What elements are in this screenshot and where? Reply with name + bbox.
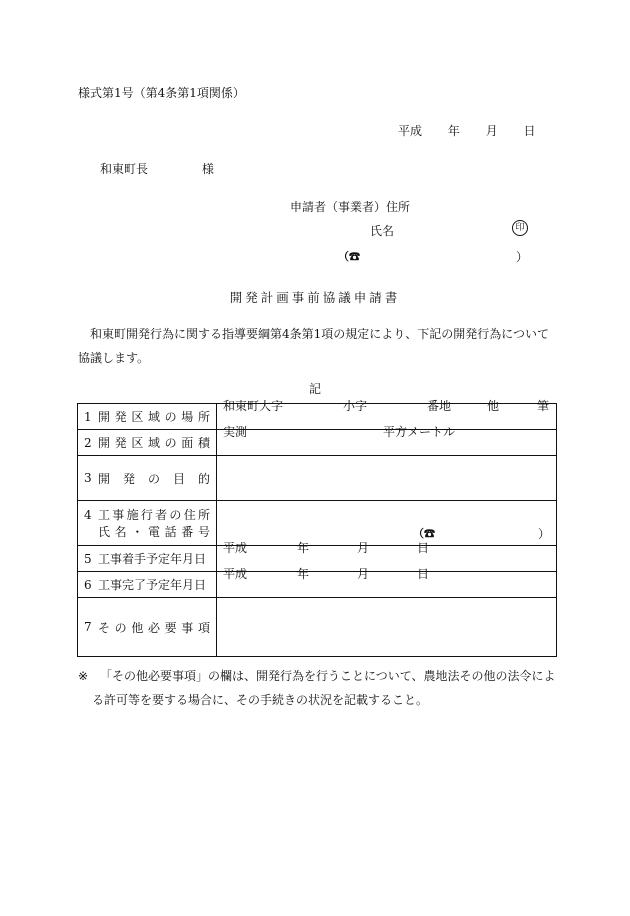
telephone-icon: （☎ (413, 527, 435, 540)
location-field[interactable]: 和東町大字 小字 番地 他 筆 (217, 404, 557, 430)
row-label: 5 工事着手予定年月日 (78, 546, 217, 572)
contractor-field[interactable]: （☎ ） (217, 501, 557, 546)
application-date (398, 122, 536, 139)
purpose-field[interactable] (217, 456, 557, 501)
addressee (100, 160, 214, 177)
form-number: 様式第1号（第4条第1項関係） (78, 86, 245, 100)
date-year: 年 (447, 124, 460, 138)
body-text: 和東町開発行為に関する指導要綱第4条第1項の規定により、下記の開発行為について協議します。 (78, 327, 550, 365)
table-row (78, 598, 557, 657)
applicant-address-label: 申請者（事業者）住所 (290, 200, 411, 214)
date-era: 平成 (398, 124, 423, 138)
applicant-name-row (370, 222, 530, 239)
area-field[interactable]: 実測 平方メートル (217, 430, 557, 456)
row-label: 7 そ の 他 必 要 事 項 (78, 598, 217, 657)
other-field[interactable] (217, 598, 557, 657)
tel-close: ） (515, 250, 528, 264)
row-label-text: 工事完了予定年月日 (98, 578, 207, 592)
application-table (77, 399, 557, 657)
end-date-field[interactable]: 平成 年 月 日 (217, 572, 557, 598)
row-label: 1 開 発 区 域 の 場 所 (78, 404, 217, 430)
table-row (78, 404, 557, 430)
applicant-name-label: 氏名 (370, 224, 395, 238)
table-row (78, 456, 557, 501)
date-day: 日 (523, 124, 536, 138)
date-month: 月 (485, 124, 498, 138)
applicant-tel-row (338, 248, 528, 264)
telephone-icon: （☎ (338, 250, 360, 263)
footnote (78, 664, 558, 712)
row-label: 4 工 事 施 行 者 の 住 所 氏 名 ・ 電 話 番 号 (78, 501, 217, 546)
note-mark: ※ (78, 669, 89, 683)
row-label: 6 工事完了予定年月日 (78, 572, 217, 598)
ki-heading: 記 (308, 382, 321, 396)
row-label-text-2: 氏 名 ・ 電 話 番 号 (98, 525, 210, 539)
note-line-1: 「その他必要事項」の欄は、開発行為を行うことについて、農地法その他の法令によ (100, 669, 556, 683)
row-label-text: 開 発 区 域 の 面 積 (98, 436, 210, 450)
note-line-2: る許可等を要する場合に、その手続きの状況を記載すること。 (92, 693, 429, 707)
document-title: 開発計画事前協議申請書 (229, 290, 401, 305)
row-label-text: 工事着手予定年月日 (98, 552, 207, 566)
table-row (78, 546, 557, 572)
seal-icon: 印 (512, 220, 528, 236)
row-label: 3 開 発 の 目 的 (78, 456, 217, 501)
addressee-name: 和東町長 (100, 162, 149, 176)
table-row (78, 430, 557, 456)
row-label-text: そ の 他 必 要 事 項 (98, 620, 210, 635)
table-row (78, 501, 557, 546)
start-date-field[interactable]: 平成 年 月 日 (217, 546, 557, 572)
row-label-text: 開 発 区 域 の 場 所 (98, 410, 210, 424)
table-row (78, 572, 557, 598)
row-label-text: 開 発 の 目 的 (98, 471, 210, 486)
honorific: 様 (201, 162, 214, 176)
row-label-text: 工 事 施 行 者 の 住 所 (98, 508, 210, 522)
row-label: 2 開 発 区 域 の 面 積 (78, 430, 217, 456)
